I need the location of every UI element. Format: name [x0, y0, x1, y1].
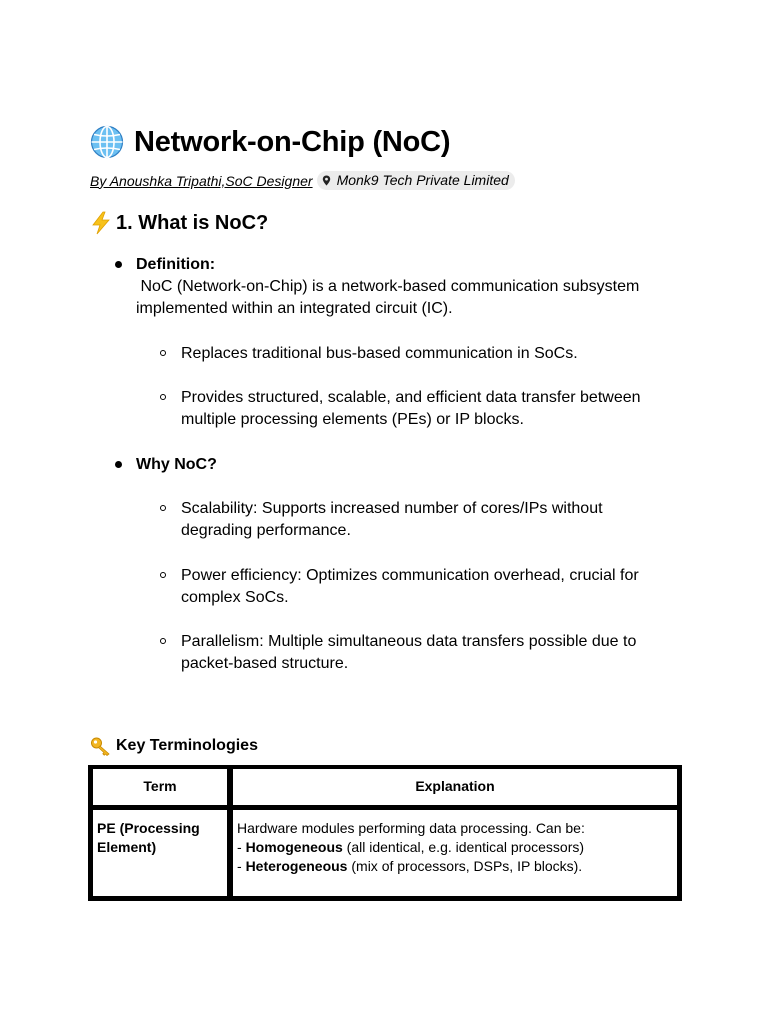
table-border-bottom — [88, 896, 682, 901]
bullet-disc-icon — [115, 261, 122, 268]
why-subitem-3-line2: packet-based structure. — [181, 655, 349, 672]
company-name: Monk9 Tech Private Limited — [336, 172, 509, 188]
why-subitem-2-line1: Power efficiency: Optimizes communication overhead, crucial for — [181, 567, 639, 584]
bullet-disc-icon — [115, 461, 122, 468]
why-subitem-1-line1: Scalability: Supports increased number of cores/IPs without — [181, 500, 603, 517]
bullet-circle-icon — [160, 394, 166, 400]
term-heterogeneous: Heterogeneous — [245, 858, 348, 874]
pin-icon — [322, 175, 331, 186]
definition-subitem-1: Replaces traditional bus-based communication in SoCs. — [181, 345, 578, 362]
bullet-circle-icon — [160, 350, 166, 356]
section-heading-text: 1. What is NoC? — [116, 211, 269, 234]
byline — [90, 171, 515, 190]
author-link[interactable]: By Anoushka Tripathi,SoC Designer — [90, 172, 313, 189]
table-cell-explanation-line1: Hardware modules performing data processing. Can be: — [237, 820, 585, 836]
definition-label: Definition: — [136, 256, 216, 273]
globe-icon — [90, 125, 124, 159]
section-heading-text: Key Terminologies — [116, 737, 258, 754]
key-icon — [90, 736, 112, 756]
table-cell-term-line1: PE (Processing — [97, 820, 200, 836]
company-chip[interactable] — [317, 171, 515, 190]
bullet-circle-icon — [160, 505, 166, 511]
why-subitem-1-line2: degrading performance. — [181, 522, 351, 539]
term-homogeneous: Homogeneous — [245, 839, 343, 855]
bullet-circle-icon — [160, 572, 166, 578]
table-cell-term-line2: Element) — [97, 839, 157, 855]
terminology-table — [88, 765, 682, 901]
title-row — [90, 124, 450, 160]
why-noc-label: Why NoC? — [136, 456, 217, 473]
section-heading-key-terminologies — [90, 736, 258, 756]
table-header-explanation: Explanation — [415, 778, 495, 794]
section-heading-what-is-noc — [90, 211, 268, 235]
list-dash: - — [237, 839, 246, 855]
table-header-divider — [88, 805, 682, 810]
definition-text-line1: NoC (Network-on-Chip) is a network-based communication subsystem — [136, 278, 640, 295]
page-title: Network-on-Chip (NoC) — [134, 125, 451, 158]
why-subitem-2-line2: complex SoCs. — [181, 589, 289, 606]
table-border-top — [88, 765, 682, 769]
definition-subitem-2-line1: Provides structured, scalable, and efficient data transfer between — [181, 389, 641, 406]
why-subitem-3-line1: Parallelism: Multiple simultaneous data transfers possible due to — [181, 633, 637, 650]
lightning-icon — [90, 211, 112, 235]
table-cell-explanation-line2 — [237, 838, 584, 857]
definition-text-line2: implemented within an integrated circuit (IC). — [136, 300, 453, 317]
table-header-term: Term — [143, 778, 177, 794]
table-cell-explanation-line3 — [237, 857, 582, 876]
definition-subitem-2-line2: multiple processing elements (PEs) or IP blocks. — [181, 411, 524, 428]
homogeneous-desc: (all identical, e.g. identical processors) — [342, 839, 585, 855]
heterogeneous-desc: (mix of processors, DSPs, IP blocks). — [347, 858, 583, 874]
list-dash: - — [237, 858, 246, 874]
bullet-circle-icon — [160, 638, 166, 644]
table-border-right — [677, 765, 682, 901]
